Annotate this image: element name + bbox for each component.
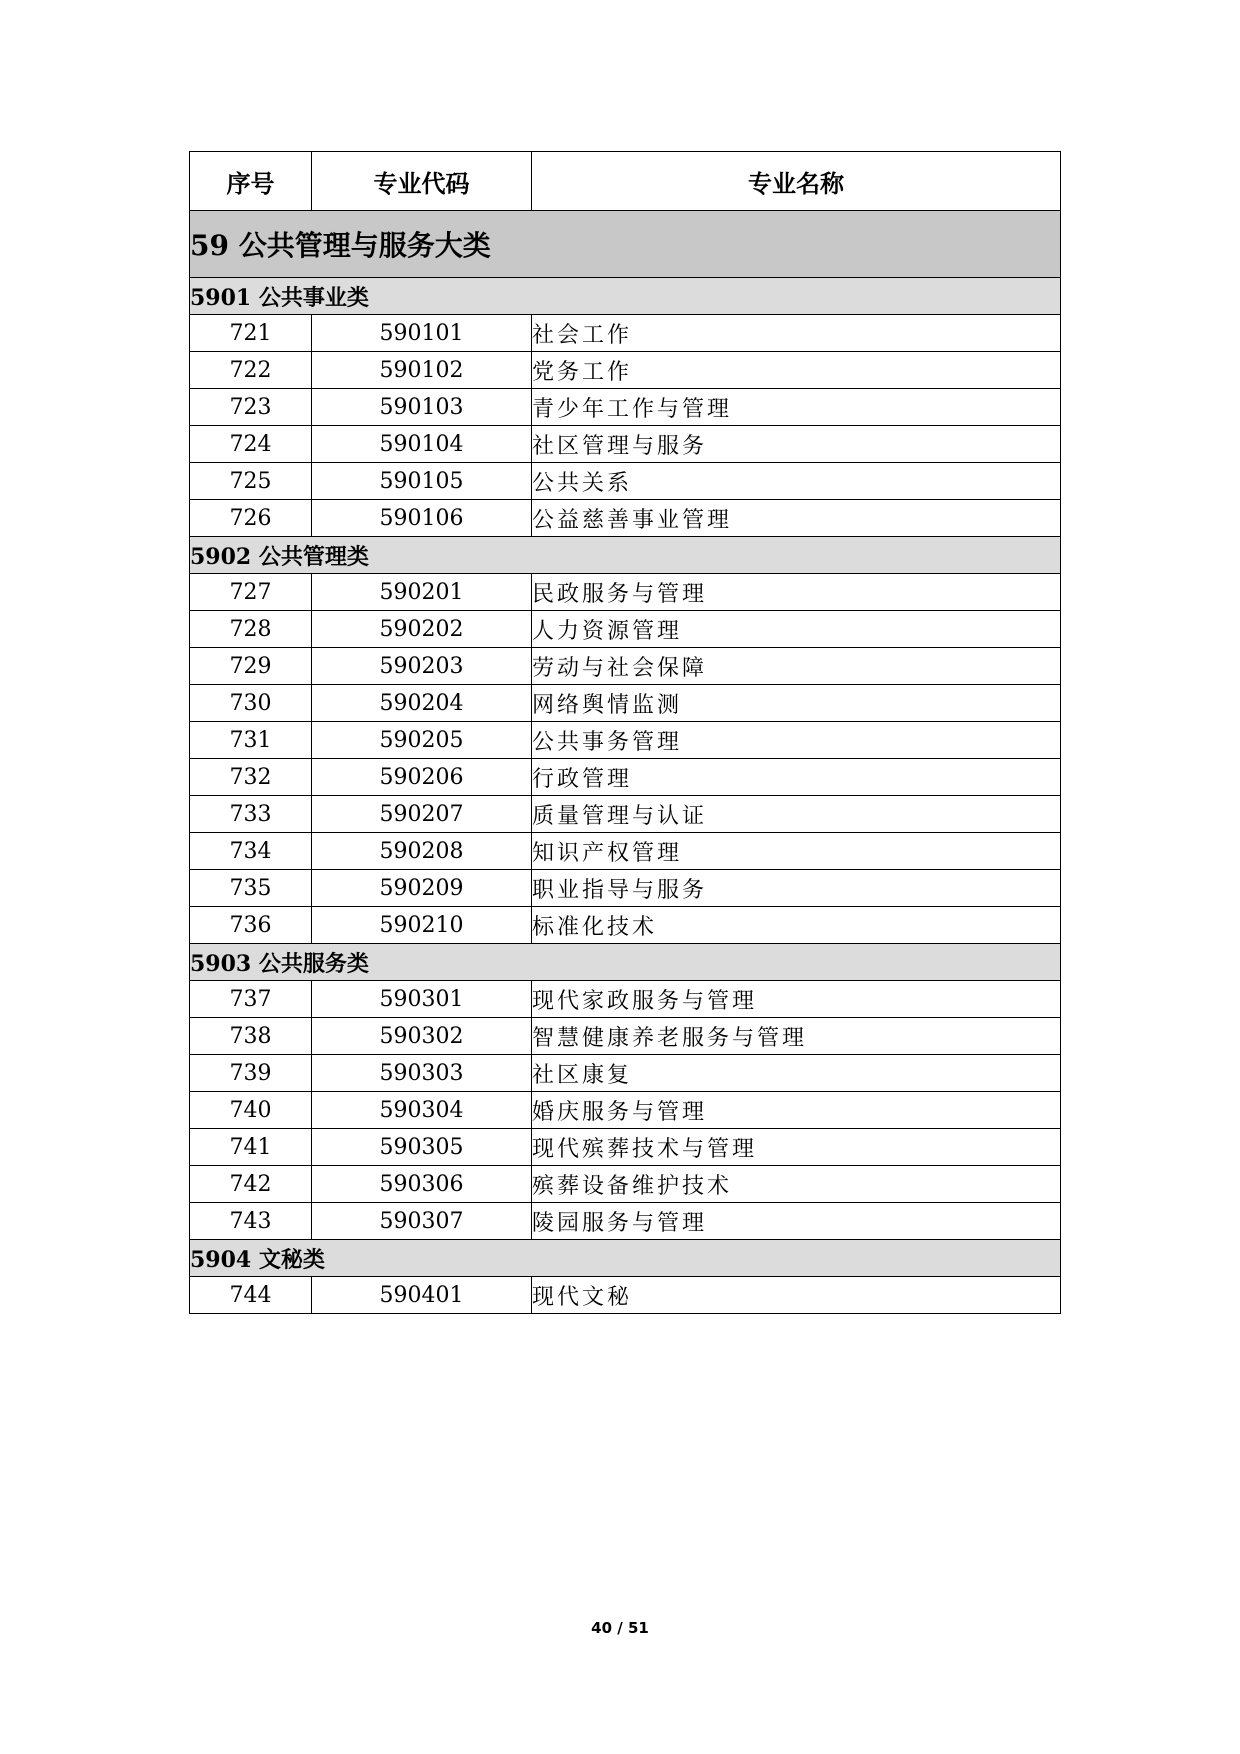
table-row	[190, 833, 1061, 870]
name-cell: 公共事务管理	[532, 722, 1061, 759]
table-header-row	[190, 152, 1061, 211]
serial-cell: 730	[190, 685, 312, 722]
code-cell: 590209	[312, 870, 532, 907]
serial-cell: 727	[190, 574, 312, 611]
name-cell: 社区管理与服务	[532, 426, 1061, 463]
table-row	[190, 907, 1061, 944]
name-cell: 社会工作	[532, 315, 1061, 352]
code-cell: 590104	[312, 426, 532, 463]
serial-cell: 742	[190, 1166, 312, 1203]
serial-cell: 736	[190, 907, 312, 944]
serial-cell: 743	[190, 1203, 312, 1240]
code-cell: 590105	[312, 463, 532, 500]
code-cell: 590401	[312, 1277, 532, 1314]
table-row	[190, 574, 1061, 611]
serial-cell: 739	[190, 1055, 312, 1092]
serial-cell: 723	[190, 389, 312, 426]
name-cell: 人力资源管理	[532, 611, 1061, 648]
group-row	[190, 944, 1061, 981]
code-cell: 590201	[312, 574, 532, 611]
code-cell: 590305	[312, 1129, 532, 1166]
code-cell: 590101	[312, 315, 532, 352]
group-title: 5903 公共服务类	[190, 944, 1061, 981]
name-cell: 殡葬设备维护技术	[532, 1166, 1061, 1203]
serial-cell: 741	[190, 1129, 312, 1166]
name-cell: 社区康复	[532, 1055, 1061, 1092]
table-row	[190, 759, 1061, 796]
table-row	[190, 352, 1061, 389]
serial-cell: 725	[190, 463, 312, 500]
name-cell: 现代文秘	[532, 1277, 1061, 1314]
group-title: 5901 公共事业类	[190, 278, 1061, 315]
specialty-table	[189, 151, 1061, 1314]
code-cell: 590206	[312, 759, 532, 796]
name-cell: 陵园服务与管理	[532, 1203, 1061, 1240]
code-cell: 590203	[312, 648, 532, 685]
table-row	[190, 1129, 1061, 1166]
code-cell: 590205	[312, 722, 532, 759]
table-row	[190, 426, 1061, 463]
name-cell: 行政管理	[532, 759, 1061, 796]
table-row	[190, 463, 1061, 500]
name-cell: 标准化技术	[532, 907, 1061, 944]
table-row	[190, 315, 1061, 352]
name-cell: 公益慈善事业管理	[532, 500, 1061, 537]
table-row	[190, 648, 1061, 685]
serial-cell: 731	[190, 722, 312, 759]
name-cell: 现代家政服务与管理	[532, 981, 1061, 1018]
table-row	[190, 611, 1061, 648]
group-title: 5904 文秘类	[190, 1240, 1061, 1277]
table-body	[190, 211, 1061, 1314]
serial-cell: 722	[190, 352, 312, 389]
group-row	[190, 278, 1061, 315]
code-cell: 590102	[312, 352, 532, 389]
header-name: 专业名称	[532, 152, 1061, 211]
name-cell: 智慧健康养老服务与管理	[532, 1018, 1061, 1055]
table-row	[190, 1203, 1061, 1240]
serial-cell: 732	[190, 759, 312, 796]
serial-cell: 735	[190, 870, 312, 907]
name-cell: 知识产权管理	[532, 833, 1061, 870]
serial-cell: 726	[190, 500, 312, 537]
code-cell: 590204	[312, 685, 532, 722]
name-cell: 青少年工作与管理	[532, 389, 1061, 426]
group-title: 5902 公共管理类	[190, 537, 1061, 574]
serial-cell: 744	[190, 1277, 312, 1314]
table-row	[190, 500, 1061, 537]
name-cell: 婚庆服务与管理	[532, 1092, 1061, 1129]
code-cell: 590302	[312, 1018, 532, 1055]
name-cell: 公共关系	[532, 463, 1061, 500]
serial-cell: 738	[190, 1018, 312, 1055]
code-cell: 590304	[312, 1092, 532, 1129]
table-row	[190, 1277, 1061, 1314]
serial-cell: 721	[190, 315, 312, 352]
major-category-title: 59 公共管理与服务大类	[190, 211, 1061, 278]
name-cell: 党务工作	[532, 352, 1061, 389]
code-cell: 590307	[312, 1203, 532, 1240]
code-cell: 590306	[312, 1166, 532, 1203]
code-cell: 590208	[312, 833, 532, 870]
table-row	[190, 722, 1061, 759]
code-cell: 590106	[312, 500, 532, 537]
table-row	[190, 870, 1061, 907]
code-cell: 590210	[312, 907, 532, 944]
serial-cell: 737	[190, 981, 312, 1018]
serial-cell: 728	[190, 611, 312, 648]
serial-cell: 734	[190, 833, 312, 870]
serial-cell: 740	[190, 1092, 312, 1129]
code-cell: 590301	[312, 981, 532, 1018]
header-code: 专业代码	[312, 152, 532, 211]
name-cell: 网络舆情监测	[532, 685, 1061, 722]
table-row	[190, 1092, 1061, 1129]
table-row	[190, 685, 1061, 722]
code-cell: 590202	[312, 611, 532, 648]
code-cell: 590303	[312, 1055, 532, 1092]
table-row	[190, 981, 1061, 1018]
name-cell: 民政服务与管理	[532, 574, 1061, 611]
table-row	[190, 389, 1061, 426]
table-row	[190, 1055, 1061, 1092]
code-cell: 590103	[312, 389, 532, 426]
name-cell: 质量管理与认证	[532, 796, 1061, 833]
serial-cell: 729	[190, 648, 312, 685]
code-cell: 590207	[312, 796, 532, 833]
table-row	[190, 1018, 1061, 1055]
table-row	[190, 796, 1061, 833]
major-category-row	[190, 211, 1061, 278]
serial-cell: 733	[190, 796, 312, 833]
name-cell: 劳动与社会保障	[532, 648, 1061, 685]
name-cell: 职业指导与服务	[532, 870, 1061, 907]
group-row	[190, 1240, 1061, 1277]
table-row	[190, 1166, 1061, 1203]
header-serial: 序号	[190, 152, 312, 211]
name-cell: 现代殡葬技术与管理	[532, 1129, 1061, 1166]
group-row	[190, 537, 1061, 574]
page-number: 40 / 51	[591, 1619, 649, 1637]
serial-cell: 724	[190, 426, 312, 463]
